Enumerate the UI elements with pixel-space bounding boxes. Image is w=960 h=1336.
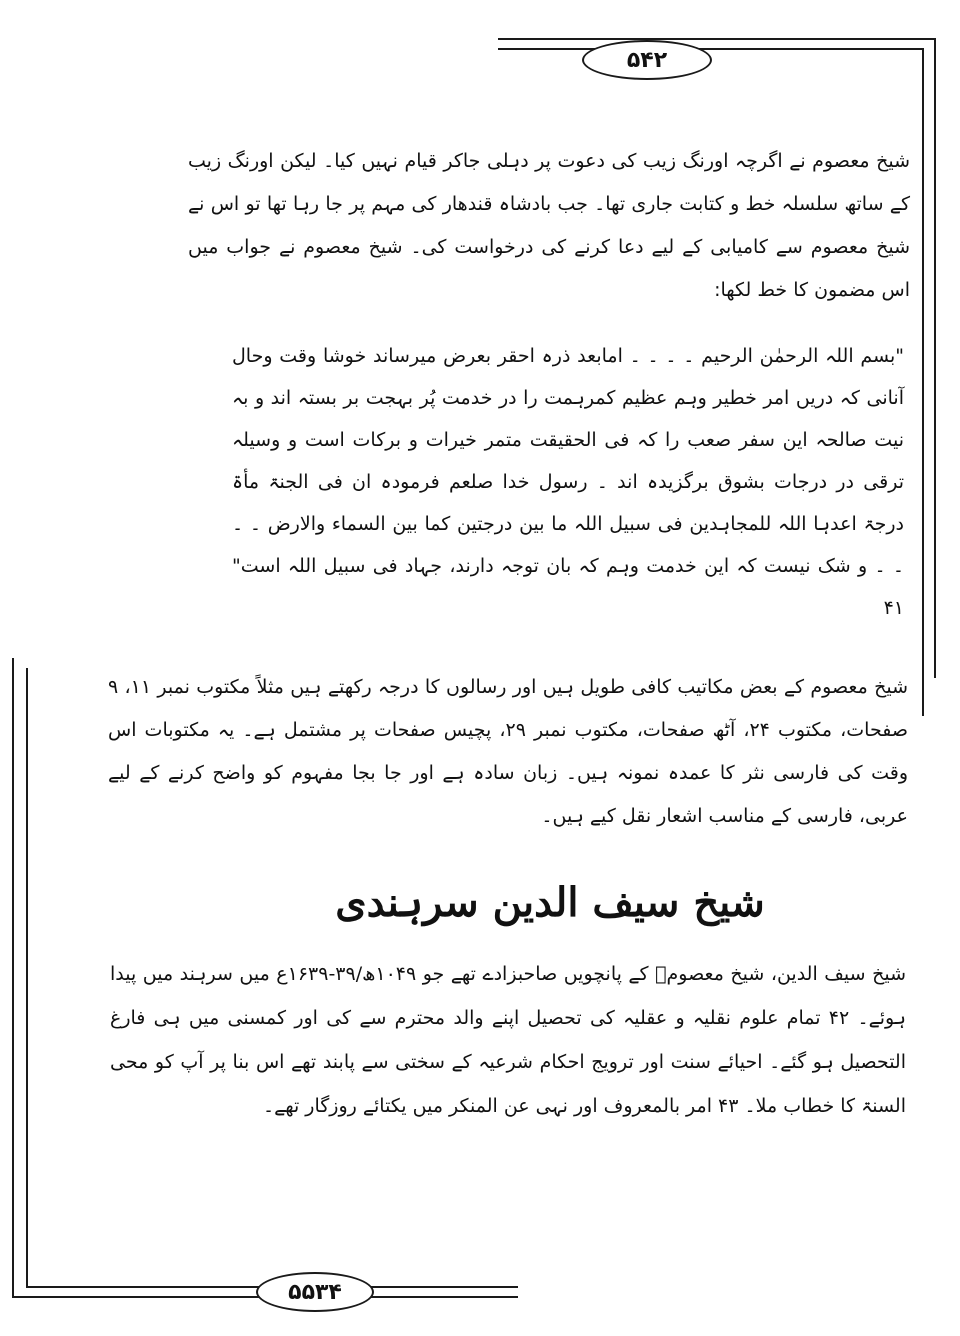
paragraph-text: شیخ معصوم نے اگرچہ اورنگ زیب کی دعوت پر دہلی جاکر قیام نہیں کیا۔ لیکن اورنگ زیب کے ساتھ سلسلہ خط و کتابت جاری تھا۔ جب بادشاہ قندھار کی مہم پر جا رہا تھا تو اس نے شیخ معصوم سے کامیابی کے لیے دعا کرنے کی درخواست کی۔ شیخ معصوم نے جواب میں اس مضمون کا خط لکھا: [188, 150, 910, 301]
top-frame-inner-side-rule [922, 48, 924, 716]
paragraph-text: شیخ معصوم کے بعض مکاتیب کافی طویل ہیں اور رسالوں کا درجہ رکھتے ہیں مثلاً مکتوب نمبر ۱۱، ۹ صفحات، مکتوب ۲۴، آٹھ صفحات، مکتوب نمبر ۲۹، پچیس صفحات پر مشتمل ہے۔ یہ مکتوبات اس وقت کی فارسی نثر کا عمدہ نمونہ ہیں۔ زبان سادہ ہے اور جا بجا مفہوم کو واضح کرنے کے لیے عربی، فارسی کے مناسب اشعار نقل کیے ہیں۔ [108, 676, 909, 827]
page-number-top: ۵۴۲ [582, 40, 712, 80]
section-heading: شیخ سیف الدین سرہندی [335, 879, 765, 926]
bottom-frame-outer-rule-left [12, 1296, 264, 1298]
top-frame-inner-rule [498, 48, 923, 50]
quote-text: "بسم اللہ الرحمٰن الرحیم ۔ ۔ ۔ ۔ امابعد ذرہ احقر بعرض میرساند خوشا وقت وحال آنانی کہ دریں امر خطیر وہم عظیم کمرہمت را در خدمت پُر بہجت بر بستہ اند و بہ نیت صالحہ این سفر صعب را کہ فی الحقیقت متمر خیرات و برکات است و وسیلہ ترقی در درجات بشوق برگزیدہ اند ۔ رسول خدا صلعم فرمودہ ان فی الجنۃ مأۃ درجۃ اعدہا اللہ للمجاہدین فی سبیل اللہ ما بین درجتین کما بین السماء والارض ۔ ۔ ۔ ۔ و شک نیست کہ این خدمت وہم کہ بان توجہ دارند، جہاد فی سبیل اللہ است" ۴۱ [232, 345, 904, 619]
page-number-bottom: ۵۵۳۴ [256, 1272, 374, 1312]
bottom-frame-inner-rule-right [368, 1286, 518, 1288]
bottom-frame-outer-side-rule [12, 658, 14, 1298]
paragraph-text: شیخ سیف الدین، شیخ معصومؒ کے پانچویں صاحبزادے تھے جو ۱۰۴۹ھ/۳۹-۱۶۳۹ع میں سرہند میں پیدا ہوئے۔ ۴۲ تمام علوم نقلیہ و عقلیہ کی تحصیل اپنے والد محترم سے کی اور کمسنی میں ہی فارغ التحصیل ہو گئے۔ احیائے سنت اور ترویج احکام شرعیہ کے سختی سے پابند تھے اس بنا پر آپ کو محی السنۃ کا خطاب ملا۔ ۴۳ امر بالمعروف اور نہی عن المنکر میں یکتائے روزگار تھے۔ [110, 963, 906, 1117]
biography-paragraph [110, 952, 906, 1128]
top-frame-outer-rule [498, 38, 936, 40]
bottom-frame-inner-side-rule [26, 668, 28, 1288]
letter-quote [232, 335, 904, 629]
top-frame-outer-side-rule [934, 38, 936, 678]
intro-paragraph [188, 140, 910, 312]
letters-paragraph [108, 666, 908, 838]
bottom-frame-inner-rule-left [26, 1286, 264, 1288]
bottom-frame-outer-rule-right [368, 1296, 518, 1298]
